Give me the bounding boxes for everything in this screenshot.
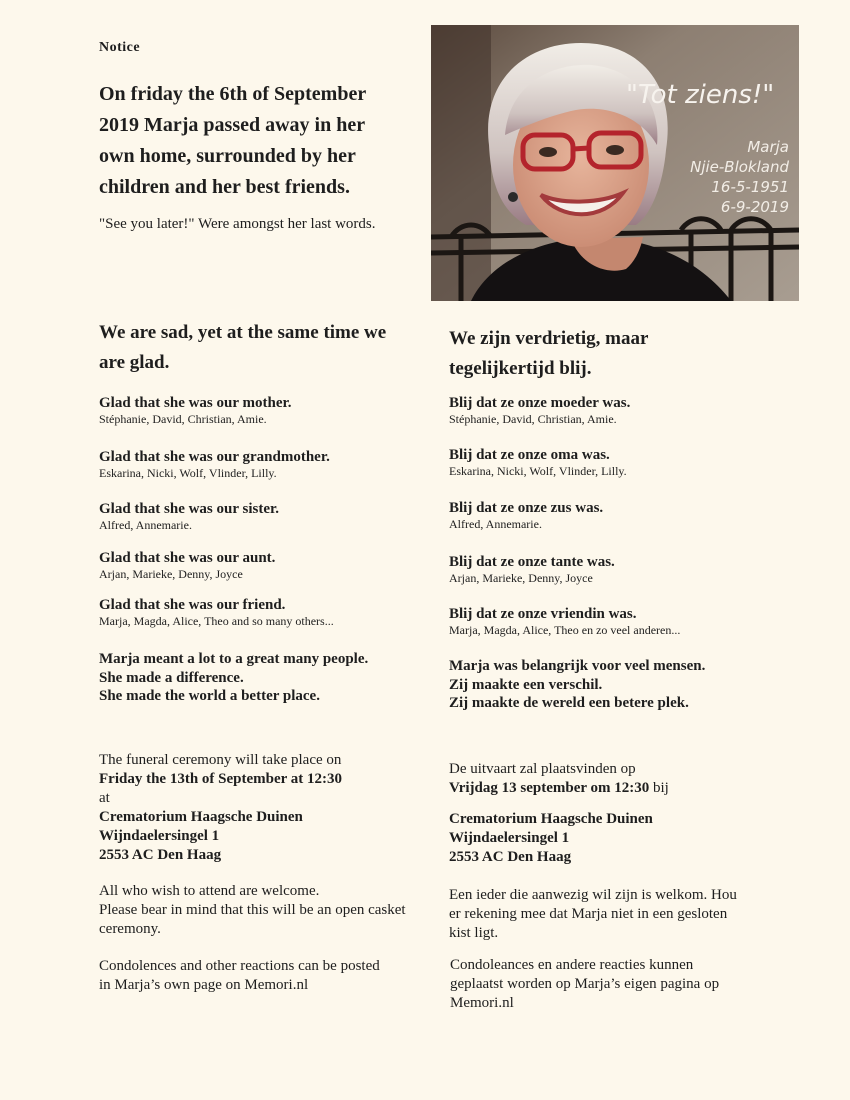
dutch-funeral-intro: De uitvaart zal plaatsvinden op <box>449 761 636 777</box>
last-words-quote: "See you later!" Were amongst her last words. <box>99 216 376 232</box>
dutch-glad-line: Blij dat ze onze vriendin was. <box>449 606 637 622</box>
dutch-names: Marja, Magda, Alice, Theo en zo veel anderen... <box>449 623 681 637</box>
english-glad-line: Glad that she was our friend. <box>99 597 286 613</box>
english-street: Wijndaelersingel 1 <box>99 828 220 844</box>
english-funeral-at: at <box>99 790 110 806</box>
english-title: We are sad, yet at the same time we are glad. <box>99 322 387 373</box>
english-casket-note: Please bear in mind that this will be an open casket ceremony. <box>99 902 406 937</box>
photo-name-line2: Njie-Blokland <box>690 158 789 176</box>
dutch-funeral-date: Vrijdag 13 september om 12:30 <box>449 780 650 796</box>
dutch-closing-line: Zij maakte een verschil. <box>449 676 603 693</box>
english-glad-line: Glad that she was our mother. <box>99 395 292 411</box>
dutch-names: Eskarina, Nicki, Wolf, Vlinder, Lilly. <box>449 464 627 478</box>
dutch-condolences: Condoleances en andere reacties kunnen geplaatst worden op Marja’s eigen pagina op Memori.nl <box>450 957 720 1011</box>
dutch-item-grandmother <box>449 446 627 479</box>
portrait-photo <box>431 25 799 301</box>
english-funeral-intro: The funeral ceremony will take place on <box>99 752 342 768</box>
english-glad-line: Glad that she was our grandmother. <box>99 449 330 465</box>
english-item-aunt <box>99 549 275 582</box>
dutch-glad-line: Blij dat ze onze oma was. <box>449 447 610 463</box>
english-item-friend <box>99 596 334 629</box>
english-glad-line: Glad that she was our aunt. <box>99 550 276 566</box>
english-glad-line: Glad that she was our sister. <box>99 501 280 517</box>
english-funeral-date: Friday the 13th of September at 12:30 <box>99 771 343 787</box>
lead-announcement: On friday the 6th of September 2019 Marja passed away in her own home, surrounded by her children and her best friends. <box>99 83 366 198</box>
english-item-grandmother <box>99 448 330 481</box>
english-names: Alfred, Annemarie. <box>99 518 192 532</box>
english-names: Arjan, Marieke, Denny, Joyce <box>99 567 243 581</box>
english-closing <box>99 650 368 706</box>
dutch-glad-line: Blij dat ze onze moeder was. <box>449 395 631 411</box>
dutch-item-friend <box>449 605 680 638</box>
english-item-mother <box>99 394 292 427</box>
dutch-names: Stéphanie, David, Christian, Amie. <box>449 412 617 426</box>
english-names: Eskarina, Nicki, Wolf, Vlinder, Lilly. <box>99 466 277 480</box>
english-city: 2553 AC Den Haag <box>99 847 222 863</box>
dutch-glad-line: Blij dat ze onze tante was. <box>449 554 615 570</box>
dutch-city: 2553 AC Den Haag <box>449 849 572 865</box>
english-closing-line: Marja meant a lot to a great many people. <box>99 651 369 667</box>
english-attendance <box>99 882 409 939</box>
english-item-sister <box>99 500 279 533</box>
dutch-names: Arjan, Marieke, Denny, Joyce <box>449 571 593 585</box>
dutch-item-sister <box>449 499 603 532</box>
dutch-funeral-block <box>449 760 749 867</box>
dutch-street: Wijndaelersingel 1 <box>449 830 570 846</box>
english-welcome: All who wish to attend are welcome. <box>99 883 320 899</box>
photo-caption: "Tot ziens!" <box>626 80 775 110</box>
dutch-closing-line: Zij maakte de wereld een betere plek. <box>449 695 689 711</box>
portrait-illustration <box>431 25 799 301</box>
dutch-closing-line: Marja was belangrijk voor veel mensen. <box>449 658 706 674</box>
dutch-item-mother <box>449 394 630 427</box>
photo-name-line1: Marja <box>747 138 789 156</box>
dutch-title: We zijn verdrietig, maar tegelijkertijd blij. <box>449 328 649 379</box>
english-closing-line: She made the world a better place. <box>99 688 320 704</box>
english-venue: Crematorium Haagsche Duinen <box>99 809 303 825</box>
english-closing-line: She made a difference. <box>99 669 244 686</box>
dutch-venue: Crematorium Haagsche Duinen <box>449 811 653 827</box>
dutch-names: Alfred, Annemarie. <box>449 517 542 531</box>
photo-born-date: 16-5-1951 <box>711 178 789 196</box>
dutch-item-aunt <box>449 553 615 586</box>
english-condolences: Condolences and other reactions can be posted in Marja’s own page on Memori.nl <box>99 958 380 993</box>
notice-label: Notice <box>99 40 141 55</box>
dutch-glad-line: Blij dat ze onze zus was. <box>449 500 604 516</box>
english-names: Stéphanie, David, Christian, Amie. <box>99 412 267 426</box>
photo-died-date: 6-9-2019 <box>720 198 789 216</box>
dutch-welcome: Een ieder die aanwezig wil zijn is welkom. Hou er rekening mee dat Marja niet in een gesloten kist ligt. <box>449 887 737 941</box>
english-funeral-block <box>99 751 409 865</box>
english-names: Marja, Magda, Alice, Theo and so many others... <box>99 614 334 628</box>
dutch-funeral-at: bij <box>653 780 669 796</box>
dutch-closing <box>449 657 705 713</box>
